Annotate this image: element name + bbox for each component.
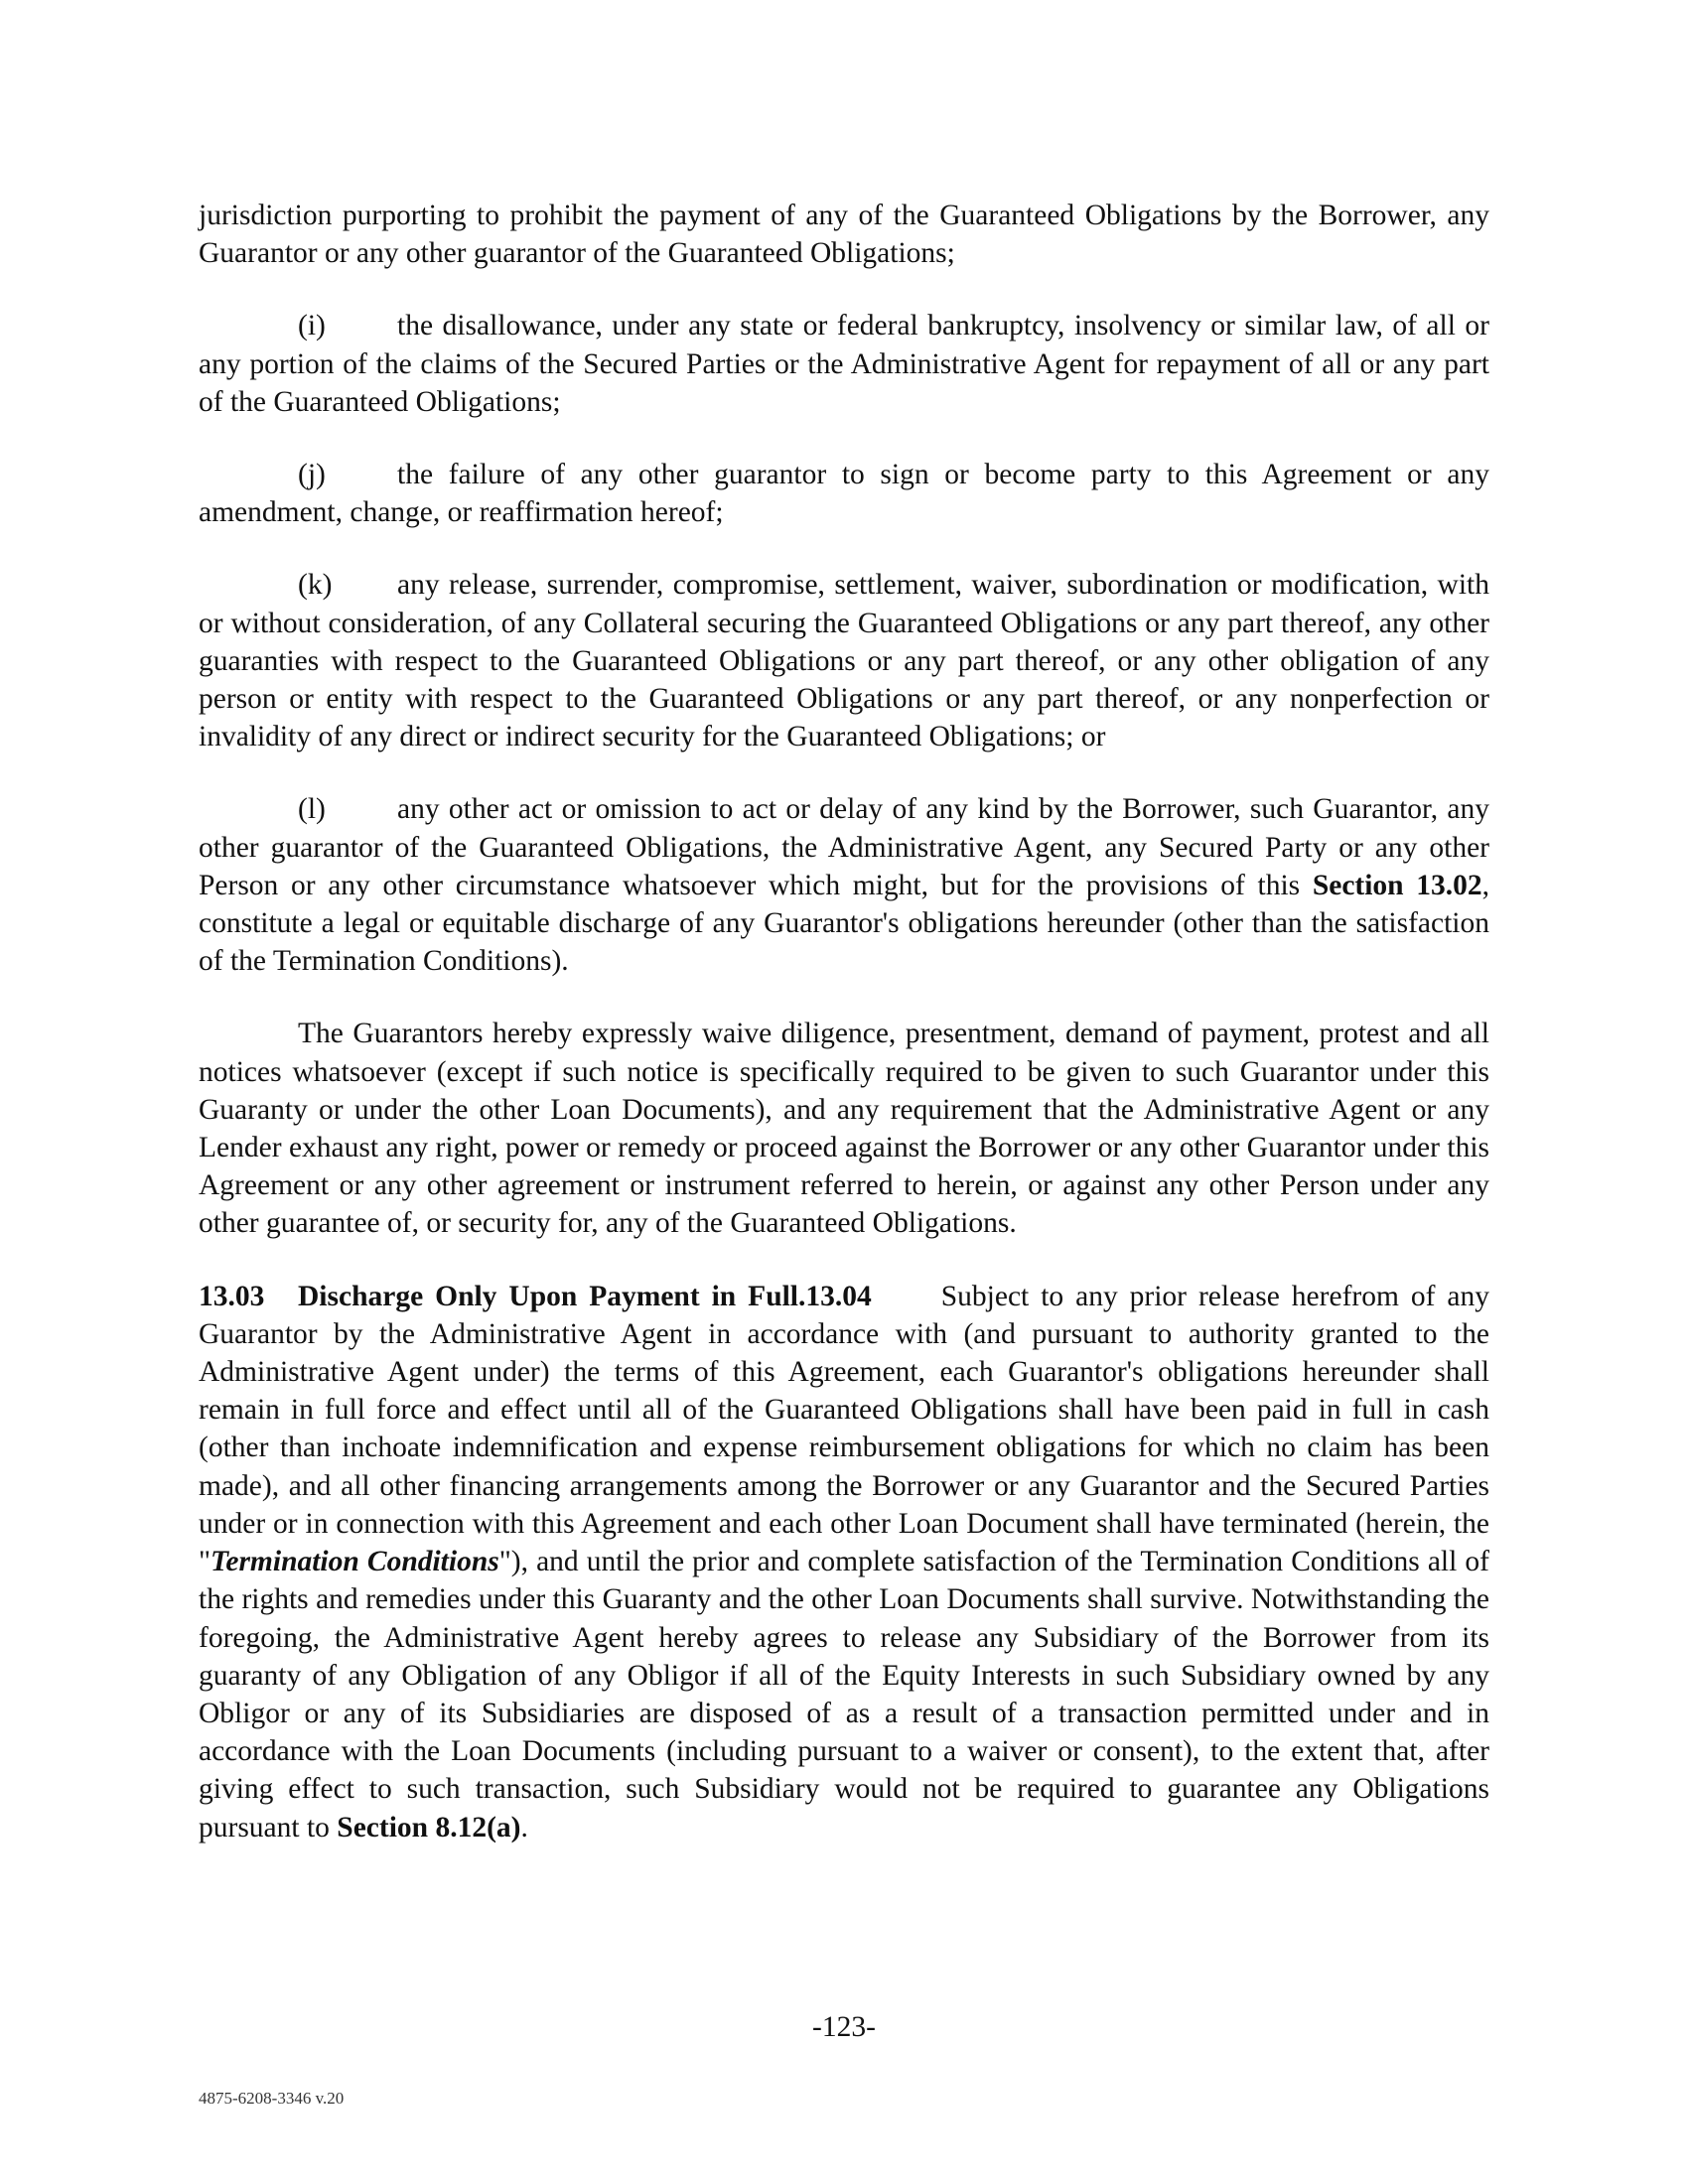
section-text: Subject to any prior release herefrom of any Guarantor by the Administrative Agent in accordance with (and pursuant to authority granted to the Administrative Agent under) the terms of this Agreement, each Guarantor's obligations hereunder shall remain in full force and effect until all of the Guaranteed Obligations shall have been paid in full in cash (other than inchoate indemnification and expense reimbursement obligations for which no claim has been made), and all other financing arrangements among the Borrower or any Guarantor and the Secured Parties under or in connection with this Agreement and each other Loan Document shall have terminated (herein, the ": [199, 1280, 1490, 1578]
clause-l: [199, 790, 1489, 980]
section-number: 13.03: [199, 1280, 265, 1312]
clause-text: any other act or omission to act or delay of any kind by the Borrower, such Guarantor, any other guarantor of the Guaranteed Obligations, the Administrative Agent, any Secured Party or any other Person or any other circumstance whatsoever which might, but for the provisions of this: [199, 793, 1489, 901]
document-id: 4875-6208-3346 v.20: [199, 2089, 345, 2108]
clause-text: the disallowance, under any state or federal bankruptcy, insolvency or similar law, of all or any portion of the claims of the Secured Parties or the Administrative Agent for repayment of all or any part of the Guaranteed Obligations;: [199, 310, 1489, 418]
clause-text-tail: , constitute a legal or equitable discharge of any Guarantor's obligations hereunder (other than the satisfaction of the Termination Conditions).: [199, 869, 1489, 978]
paragraph-text: The Guarantors hereby expressly waive diligence, presentment, demand of payment, protest and all notices whatsoever (except if such notice is specifically required to be given to such Guarantor under this Guaranty or under the other Loan Documents), and any requirement that the Administrative Agent or any Lender exhaust any right, power or remedy or proceed against the Borrower or any other Guarantor under this Agreement or any other agreement or instrument referred to herein, or against any other Person under any other guarantee of, or security for, any of the Guaranteed Obligations.: [199, 1018, 1489, 1240]
clause-label: (l): [298, 793, 326, 826]
section-title: Discharge Only Upon Payment in Full.13.04: [298, 1280, 872, 1312]
paragraph-text: jurisdiction purporting to prohibit the payment of any of the Guaranteed Obligations by the Borrower, any Guarantor or any other guarantor of the Guaranteed Obligations;: [199, 200, 1489, 270]
document-page: [199, 197, 1489, 1846]
clause-label: (k): [298, 569, 333, 602]
clause-text: the failure of any other guarantor to sign or become party to this Agreement or any amendment, change, or reaffirmation hereof;: [199, 459, 1489, 529]
waiver-paragraph: [199, 1015, 1489, 1242]
clause-k: [199, 566, 1489, 755]
paragraph-continuation: [199, 197, 1489, 272]
page-number: -123-: [812, 2011, 876, 2043]
clause-label: (i): [298, 310, 326, 342]
defined-term: Termination Conditions: [211, 1546, 499, 1578]
clause-i: [199, 307, 1489, 421]
clause-text: any release, surrender, compromise, settlement, waiver, subordination or modification, with or without consideration, of any Collateral securing the Guaranteed Obligations or any part thereof, any other guaranties with respect to the Guaranteed Obligations or any part thereof, or any other obligation of any person or entity with respect to the Guaranteed Obligations or any part thereof, or any nonperfection or invalidity of any direct or indirect security for the Guaranteed Obligations; or: [199, 569, 1489, 753]
section-13-03: [199, 1278, 1489, 1846]
clause-j: [199, 456, 1489, 531]
section-reference: Section 8.12(a): [337, 1811, 521, 1843]
section-text-end: .: [520, 1811, 528, 1843]
section-reference: Section 13.02: [1312, 869, 1482, 901]
clause-label: (j): [298, 459, 326, 491]
section-text-continued: "), and until the prior and complete satisfaction of the Termination Conditions all of the rights and remedies under this Guaranty and the other Loan Documents shall survive. Notwithstanding the foregoing, the Administrative Agent hereby agrees to release any Subsidiary of the Borrower from its guaranty of any Obligation of any Obligor if all of the Equity Interests in such Subsidiary owned by any Obligor or any of its Subsidiaries are disposed of as a result of a transaction permitted under and in accordance with the Loan Documents (including pursuant to a waiver or consent), to the extent that, after giving effect to such transaction, such Subsidiary would not be required to guarantee any Obligations pursuant to: [199, 1546, 1489, 1843]
